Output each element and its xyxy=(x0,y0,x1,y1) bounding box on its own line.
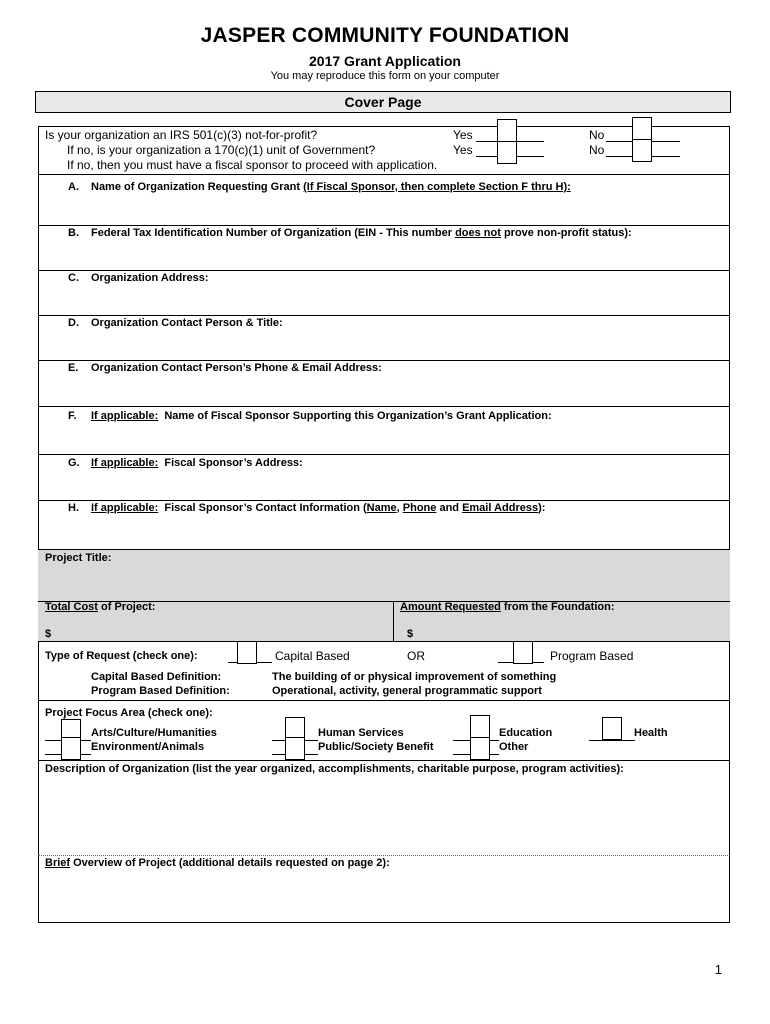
public-benefit-label: Public/Society Benefit xyxy=(318,741,434,753)
capital-label: Capital Based xyxy=(275,649,350,663)
yes-checkbox-1[interactable] xyxy=(497,119,517,142)
divider-f xyxy=(38,406,730,407)
program-checkbox[interactable] xyxy=(513,641,533,664)
yes-checkbox-2[interactable] xyxy=(497,141,517,164)
section-d-letter: D. xyxy=(68,317,79,329)
environment-label: Environment/Animals xyxy=(91,741,205,753)
education-checkbox[interactable] xyxy=(470,715,490,738)
divider-a xyxy=(38,174,730,175)
cap-def-label: Capital Based Definition: xyxy=(91,671,222,683)
section-g-label xyxy=(91,457,303,469)
total-cost-rest: of Project: xyxy=(97,601,156,613)
health-checkbox[interactable] xyxy=(602,717,622,740)
divider-overview xyxy=(38,855,730,856)
no-label-2: No xyxy=(589,143,605,157)
page-number: 1 xyxy=(714,962,722,977)
org-title: JASPER COMMUNITY FOUNDATION xyxy=(200,24,570,47)
cap-def-text: The building of or physical improvement of something xyxy=(272,671,557,683)
total-cost-field[interactable]: $ xyxy=(45,628,52,640)
cost-divider xyxy=(393,601,394,641)
amount-requested-field[interactable]: $ xyxy=(407,628,414,640)
contact-person-field[interactable] xyxy=(40,332,728,359)
section-h-text1: Fiscal Sponsor’s Contact Information ( xyxy=(158,502,367,514)
capital-checkbox[interactable] xyxy=(237,641,257,664)
section-b-under: does not xyxy=(455,227,501,239)
section-h-comma: , xyxy=(396,502,403,514)
section-h-label xyxy=(91,502,545,514)
human-services-label: Human Services xyxy=(318,727,404,739)
section-d-label: Organization Contact Person & Title: xyxy=(91,317,283,329)
section-b-label xyxy=(91,227,632,239)
section-b-text1: Federal Tax Identification Number of Organization (EIN - This number xyxy=(91,227,456,239)
section-b-letter: B. xyxy=(68,227,79,239)
overview-rest: Overview of Project (additional details requested on page 2): xyxy=(70,857,390,869)
overview-under: Brief xyxy=(45,857,71,869)
amount-requested-label xyxy=(400,601,615,613)
arts-label: Arts/Culture/Humanities xyxy=(91,727,217,739)
total-cost-under: Total Cost xyxy=(45,601,98,613)
section-c-label: Organization Address: xyxy=(91,272,209,284)
divider-d xyxy=(38,315,730,316)
section-h-name: Name xyxy=(366,502,397,514)
fiscal-sponsor-address-field[interactable] xyxy=(40,472,728,499)
overview-field[interactable] xyxy=(40,872,728,920)
section-g-under: If applicable: xyxy=(91,457,159,469)
project-title-block[interactable] xyxy=(38,549,730,602)
health-line xyxy=(589,740,635,741)
section-e-letter: E. xyxy=(68,362,79,374)
section-h-phone: Phone xyxy=(402,502,437,514)
yes-label-2: Yes xyxy=(453,143,473,157)
section-g-letter: G. xyxy=(68,457,80,469)
form-subtitle: 2017 Grant Application xyxy=(309,53,461,69)
section-h-letter: H. xyxy=(68,502,79,514)
no-checkbox-1[interactable] xyxy=(632,117,652,140)
divider-h xyxy=(38,500,730,501)
divider-c xyxy=(38,270,730,271)
description-field[interactable] xyxy=(40,778,728,854)
section-g-text: Fiscal Sponsor’s Address: xyxy=(158,457,303,469)
other-checkbox[interactable] xyxy=(470,737,490,760)
total-cost-label xyxy=(45,601,155,613)
focus-label: Project Focus Area (check one): xyxy=(45,707,213,719)
request-type-label: Type of Request (check one): xyxy=(45,650,198,662)
section-a-text: Name of Organization Requesting Grant xyxy=(91,181,301,193)
description-label: Description of Organization (list the year organized, accomplishments, charitable purpose, program activities): xyxy=(45,763,624,775)
or-label: OR xyxy=(407,649,425,663)
divider-request xyxy=(38,641,730,642)
other-label: Other xyxy=(499,741,529,753)
amount-requested-under: Amount Requested xyxy=(400,601,501,613)
section-h-and: and xyxy=(436,502,463,514)
amount-requested-rest: from the Foundation: xyxy=(500,601,615,613)
overview-label xyxy=(45,857,390,869)
environment-checkbox[interactable] xyxy=(61,737,81,760)
org-address-field[interactable] xyxy=(40,287,728,314)
q-501c3: Is your organization an IRS 501(c)(3) not-for-profit? xyxy=(45,128,318,142)
divider-b xyxy=(38,225,730,226)
divider-description xyxy=(38,760,730,761)
section-f-letter: F. xyxy=(68,410,77,422)
section-f-under: If applicable: xyxy=(91,410,159,422)
ein-field[interactable] xyxy=(40,242,728,269)
section-f-label xyxy=(91,410,552,422)
section-a-letter: A. xyxy=(68,181,79,193)
section-b-text2: prove non-profit status): xyxy=(500,227,632,239)
reproduce-note: You may reproduce this form on your computer xyxy=(270,70,500,82)
public-benefit-checkbox[interactable] xyxy=(285,737,305,760)
prog-def-text: Operational, activity, general programmatic support xyxy=(272,685,542,697)
q-fiscal-sponsor-note: If no, then you must have a fiscal sponsor to proceed with application. xyxy=(67,158,438,172)
prog-def-label: Program Based Definition: xyxy=(91,685,230,697)
fiscal-sponsor-contact-field[interactable] xyxy=(40,517,728,548)
no-checkbox-2[interactable] xyxy=(632,139,652,162)
contact-phone-email-field[interactable] xyxy=(40,377,728,405)
org-name-field[interactable] xyxy=(40,196,728,224)
fiscal-sponsor-name-field[interactable] xyxy=(40,425,728,453)
project-title-label: Project Title: xyxy=(45,552,112,564)
section-h-end: ): xyxy=(538,502,546,514)
cover-page-heading: Cover Page xyxy=(35,91,731,113)
section-h-email: Email Address xyxy=(462,502,539,514)
divider-e xyxy=(38,360,730,361)
divider-g xyxy=(38,454,730,455)
section-h-under: If applicable: xyxy=(91,502,159,514)
section-a-label xyxy=(91,181,571,193)
divider-focus xyxy=(38,700,730,701)
program-label: Program Based xyxy=(550,649,634,663)
health-label: Health xyxy=(634,727,668,739)
section-e-label: Organization Contact Person’s Phone & Email Address: xyxy=(91,362,382,374)
no-label-1: No xyxy=(589,128,605,142)
section-f-text: Name of Fiscal Sponsor Supporting this Organization’s Grant Application: xyxy=(158,410,552,422)
section-c-letter: C. xyxy=(68,272,79,284)
education-label: Education xyxy=(499,727,553,739)
yes-label-1: Yes xyxy=(453,128,473,142)
q-170c1: If no, is your organization a 170(c)(1) unit of Government? xyxy=(67,143,376,157)
section-a-note: (If Fiscal Sponsor, then complete Section F thru H): xyxy=(303,181,571,193)
